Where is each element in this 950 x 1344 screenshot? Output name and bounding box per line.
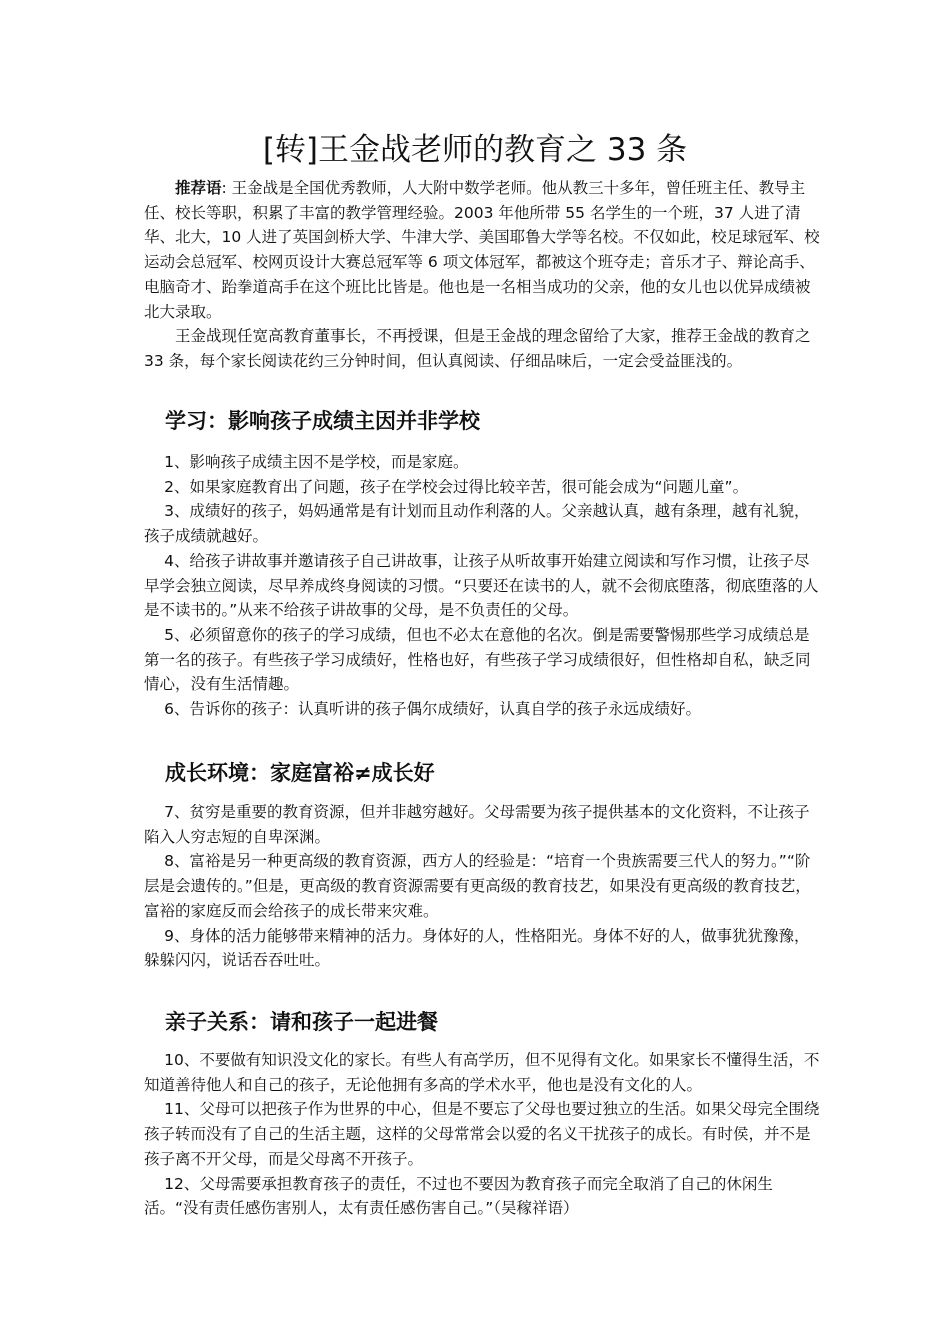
document-title: [转]王金战老师的教育之 33 条 bbox=[262, 132, 688, 168]
section-list-parent-child bbox=[144, 1048, 820, 1221]
section-heading-environment: 成长环境：家庭富裕≠成长好 bbox=[165, 761, 435, 785]
section-list-environment bbox=[144, 800, 820, 973]
list-item: 1、影响孩子成绩主因不是学校，而是家庭。 bbox=[164, 453, 469, 471]
list-item: 9、身体的活力能够带来精神的活力。身体好的人，性格阳光。身体不好的人，做事犹犹豫豫，躲躲闪闪，说话吞吞吐吐。 bbox=[144, 926, 810, 970]
intro-label: 推荐语 bbox=[175, 179, 222, 197]
intro-paragraph-1 bbox=[144, 176, 820, 324]
list-item: 10、不要做有知识没文化的家长。有些人有高学历，但不见得有文化。如果家长不懂得生活，不知道善待他人和自己的孩子，无论他拥有多高的学术水平，他也是没有文化的人。 bbox=[144, 1051, 820, 1094]
list-item: 12、父母需要承担教育孩子的责任，不过也不要因为教育孩子而完全取消了自己的休闲生活。“没有责任感伤害别人，太有责任感伤害自己。”（吴稼祥语） bbox=[144, 1174, 773, 1218]
intro-block bbox=[144, 176, 820, 374]
list-item: 2、如果家庭教育出了问题，孩子在学校会过得比较辛苦，很可能会成为“问题儿童”。 bbox=[164, 477, 749, 496]
section-list-study bbox=[144, 450, 820, 722]
list-item: 8、富裕是另一种更高级的教育资源，西方人的经验是：“培育一个贵族需要三代人的努力。”“阶层是会遗传的。”但是，更高级的教育资源需要有更高级的教育技艺，如果没有更高级的教育技艺，富裕的家庭反而会给孩子的成长带来灾难。 bbox=[144, 852, 811, 920]
list-item: 11、父母可以把孩子作为世界的中心，但是不要忘了父母也要过独立的生活。如果父母完全围绕孩子转而没有了自己的生活主题，这样的父母常常会以爱的名义干扰孩子的成长。有时侯，并不是孩子离不开父母，而是父母离不开孩子。 bbox=[144, 1100, 820, 1168]
section-heading-study: 学习：影响孩子成绩主因并非学校 bbox=[165, 409, 480, 433]
section-heading-parent-child: 亲子关系：请和孩子一起进餐 bbox=[165, 1010, 438, 1034]
list-item: 7、贫穷是重要的教育资源，但并非越穷越好。父母需要为孩子提供基本的文化资料，不让孩子陷入人穷志短的自卑深渊。 bbox=[144, 803, 810, 846]
intro-paragraph-1-text: : 王金战是全国优秀教师，人大附中数学老师。他从教三十多年，曾任班主任、教导主任、校长等职，积累了丰富的教学管理经验。2003 年他所带 55 名学生的一个班，37 人进了清华、北大，10 人进了英国剑桥大学、牛津大学、美国耶鲁大学等名校。不仅如此，校足球冠军、校运动会总冠军、校网页设计大赛总冠军等 6 项文体冠军，都被这个班夺走；音乐才子、辩论高手、电脑奇才、跆拳道高手在这个班比比皆是。他也是一名相当成功的父亲，他的女儿也以优异成绩被北大录取。 bbox=[144, 179, 820, 321]
list-item: 6、告诉你的孩子：认真听讲的孩子偶尔成绩好，认真自学的孩子永远成绩好。 bbox=[164, 700, 702, 719]
intro-paragraph-2: 王金战现任宽高教育董事长，不再授课，但是王金战的理念留给了大家，推荐王金战的教育之 33 条，每个家长阅读花约三分钟时间，但认真阅读、仔细品味后，一定会受益匪浅的。 bbox=[144, 327, 811, 370]
list-item: 4、给孩子讲故事并邀请孩子自己讲故事，让孩子从听故事开始建立阅读和写作习惯，让孩子尽早学会独立阅读，尽早养成终身阅读的习惯。“只要还在读书的人，就不会彻底堕落，彻底堕落的人是不读书的。”从来不给孩子讲故事的父母，是不负责任的父母。 bbox=[144, 551, 819, 620]
list-item: 3、成绩好的孩子，妈妈通常是有计划而且动作利落的人。父亲越认真，越有条理，越有礼貌，孩子成绩就越好。 bbox=[144, 502, 810, 546]
list-item: 5、必须留意你的孩子的学习成绩，但也不必太在意他的名次。倒是需要警惕那些学习成绩总是第一名的孩子。有些孩子学习成绩好，性格也好，有些孩子学习成绩很好，但性格却自私，缺乏同情心，没有生活情趣。 bbox=[144, 625, 811, 694]
